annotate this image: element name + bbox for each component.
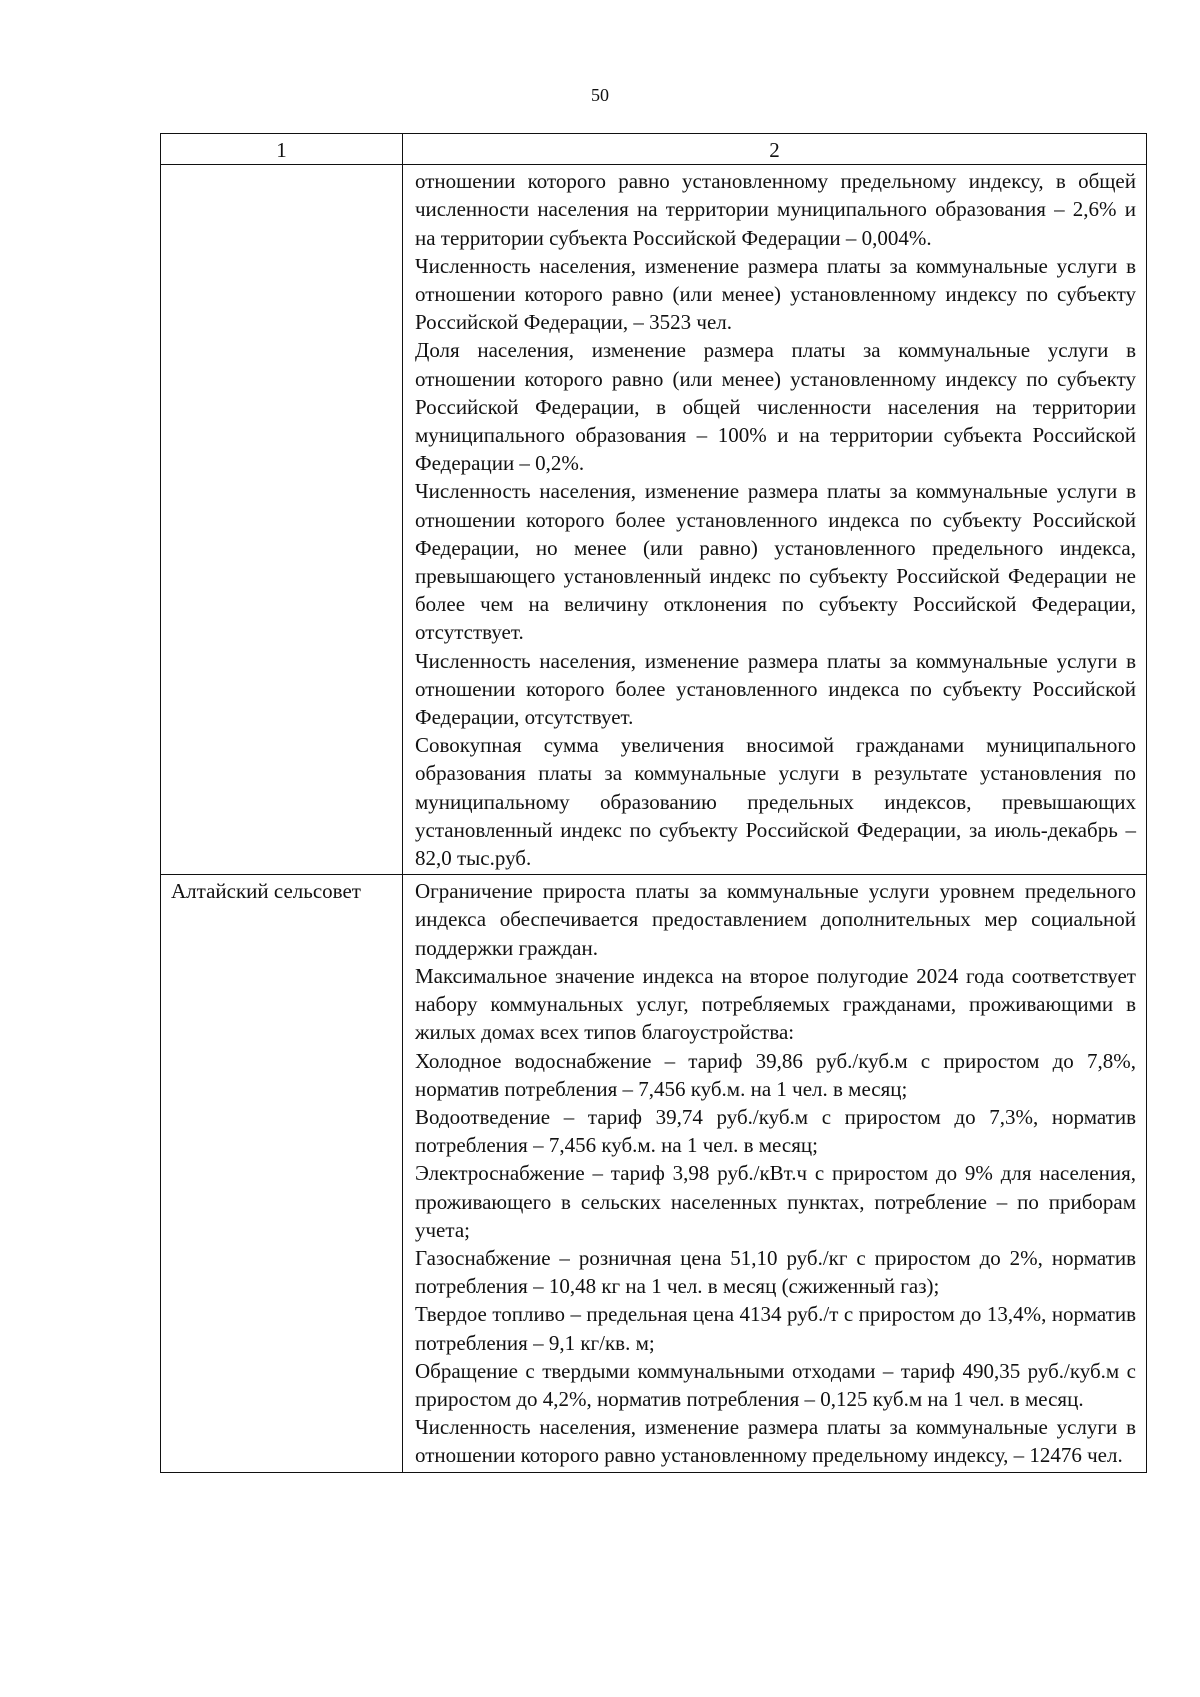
- municipality-name-cell: [161, 165, 403, 875]
- paragraph: отношении которого равно установленному предельному индексу, в общей численности населения на территории муниципального образования – 2,6% и на территории субъекта Российской Федерации – 0,004%.: [415, 169, 1136, 250]
- paragraph: Холодное водоснабжение – тариф 39,86 руб./куб.м с приростом до 7,8%, норматив потребления – 7,456 куб.м. на 1 чел. в месяц;: [415, 1048, 1136, 1101]
- description-cell: [403, 165, 1147, 875]
- description-cell: [403, 875, 1147, 1472]
- paragraph: Численность населения, изменение размера платы за коммунальные услуги в отношении которого равно (или менее) установленному индексу по субъекту Российской Федерации, – 3523 чел.: [415, 253, 1136, 335]
- table-row: [161, 875, 1147, 1472]
- paragraph: Ограничение прироста платы за коммунальные услуги уровнем предельного индекса обеспечивается предоставлением дополнительных мер социальной поддержки граждан.: [415, 879, 1136, 960]
- paragraph: Газоснабжение – розничная цена 51,10 руб./кг с приростом до 2%, норматив потребления – 10,48 кг на 1 чел. в месяц (сжиженный газ);: [415, 1245, 1136, 1299]
- paragraph: Совокупная сумма увеличения вносимой гражданами муниципального образования платы за коммунальные услуги в результате установления по муниципальному образованию предельных индексов, превышающих установленный индекс по субъекту Российской Федерации, за июль-декабрь – 82,0 тыс.руб.: [415, 733, 1136, 871]
- paragraph: Обращение с твердыми коммунальными отходами – тариф 490,35 руб./куб.м с приростом до 4,2%, норматив потребления – 0,125 куб.м на 1 чел. в месяц.: [415, 1358, 1136, 1411]
- column-number-2: 2: [403, 134, 1147, 165]
- paragraph: Доля населения, изменение размера платы за коммунальные услуги в отношении которого равно (или менее) установленному индексу по субъекту Российской Федерации, в общей численности населения на территории муниципального образования – 100% и на территории субъекта Российской Федерации – 0,2%.: [415, 338, 1136, 476]
- paragraph: Электроснабжение – тариф 3,98 руб./кВт.ч с приростом до 9% для населения, проживающего в сельских населенных пунктах, потребление – по приборам учета;: [415, 1161, 1136, 1242]
- paragraph: Численность населения, изменение размера платы за коммунальные услуги в отношении которого более установленного индекса по субъекту Российской Федерации, но менее (или равно) установленного предельного индекса, превышающего установленный индекс по субъекту Российской Федерации не более чем на величину отклонения по субъекту Российской Федерации, отсутствует.: [415, 479, 1136, 645]
- document-table: [160, 133, 1147, 1473]
- column-number-1: 1: [161, 134, 403, 165]
- page-number: 50: [591, 85, 609, 105]
- paragraph: Максимальное значение индекса на второе полугодие 2024 года соответствует набору коммунальных услуг, потребляемых гражданами, проживающими в жилых домах всех типов благоустройства:: [415, 963, 1136, 1045]
- municipality-name-cell: Алтайский сельсовет: [161, 875, 403, 1472]
- paragraph: Твердое топливо – предельная цена 4134 руб./т с приростом до 13,4%, норматив потребления – 9,1 кг/кв. м;: [415, 1302, 1136, 1355]
- paragraph: Водоотведение – тариф 39,74 руб./куб.м с приростом до 7,3%, норматив потребления – 7,456 куб.м. на 1 чел. в месяц;: [415, 1104, 1136, 1158]
- paragraph: Численность населения, изменение размера платы за коммунальные услуги в отношении которого более установленного индекса по субъекту Российской Федерации, отсутствует.: [415, 648, 1136, 730]
- paragraph: Численность населения, изменение размера платы за коммунальные услуги в отношении которого равно установленному предельному индексу, – 12476 чел.: [415, 1415, 1136, 1468]
- table-row: [161, 165, 1147, 875]
- table-header-row: [161, 134, 1147, 165]
